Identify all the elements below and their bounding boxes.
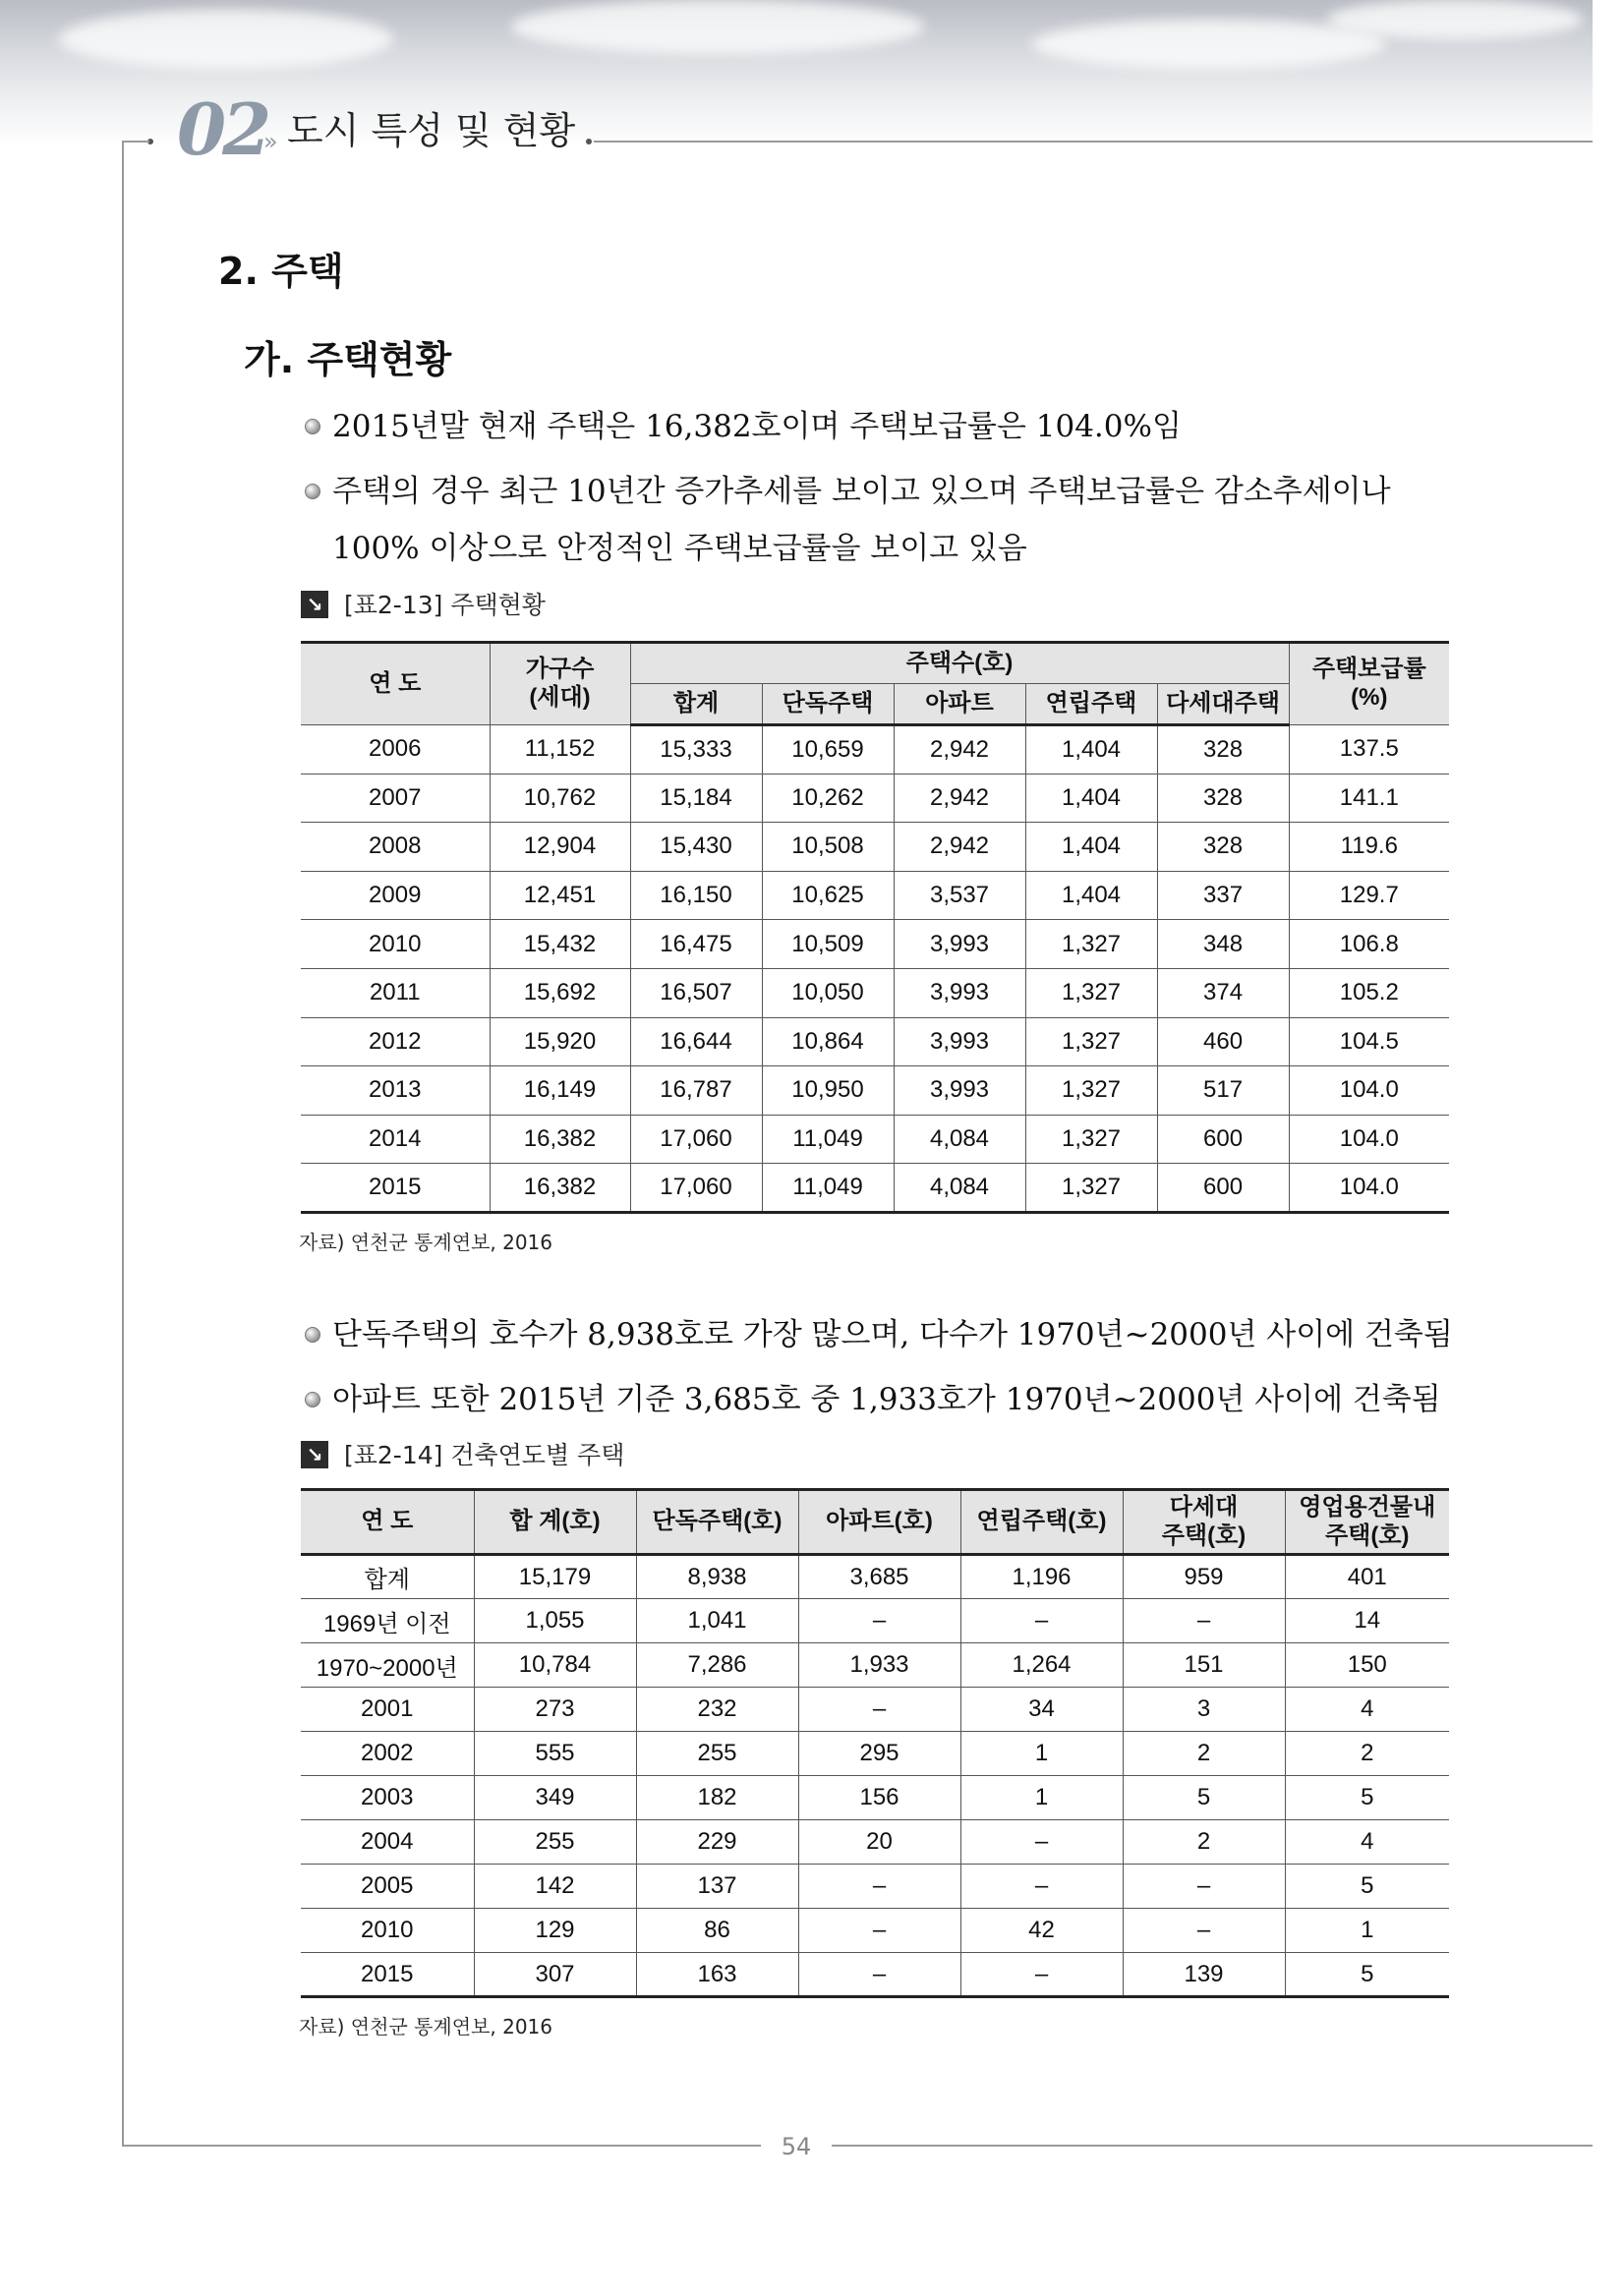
header-dot-right	[586, 139, 592, 144]
table-cell: –	[960, 1953, 1123, 1997]
table-row	[301, 1555, 1449, 1599]
footer-rule-left	[122, 2145, 761, 2147]
table-cell: 2005	[301, 1865, 474, 1909]
table-cell: 2011	[301, 968, 490, 1017]
header-supply-rate: 주택보급률 (%)	[1289, 643, 1449, 725]
table-cell: 3,993	[894, 1066, 1025, 1116]
table-cell: 34	[960, 1688, 1123, 1732]
table-cell: 374	[1157, 968, 1289, 1017]
table-cell: 10,625	[762, 871, 894, 920]
table-cell: 150	[1285, 1643, 1449, 1688]
page-number: 54	[781, 2133, 812, 2160]
table-cell: 5	[1285, 1953, 1449, 1997]
table-cell: 3,993	[894, 920, 1025, 969]
table-header-cell: 합 계(호)	[474, 1490, 636, 1555]
table-cell: 3,685	[798, 1555, 960, 1599]
table-cell: 137.5	[1289, 725, 1449, 775]
table-cell: 3	[1123, 1688, 1285, 1732]
table-cell: 1,404	[1025, 725, 1157, 775]
table2-source: 자료) 연천군 통계연보, 2016	[299, 2015, 553, 2038]
table-cell: 10,762	[490, 774, 630, 823]
table-row	[301, 1643, 1449, 1688]
table-cell: 163	[636, 1953, 798, 1997]
table-cell: 15,333	[630, 725, 762, 775]
table-cell: 142	[474, 1865, 636, 1909]
table-cell: 2,942	[894, 725, 1025, 775]
table-row	[301, 920, 1449, 969]
table-cell: 16,382	[490, 1115, 630, 1164]
table-row	[301, 1688, 1449, 1732]
table-row	[301, 1164, 1449, 1213]
table-cell: 1,327	[1025, 920, 1157, 969]
header-detached: 단독주택	[762, 684, 894, 725]
table-row	[301, 774, 1449, 823]
table-cell: 1,196	[960, 1555, 1123, 1599]
table-cell: 182	[636, 1776, 798, 1820]
bullet-text: 단독주택의 호수가 8,938호로 가장 많으며, 다수가 1970년~2000년 사이에 건축됨	[332, 1317, 1453, 1352]
table-cell: 555	[474, 1732, 636, 1776]
bullet-icon	[305, 419, 320, 434]
table-cell: 16,382	[490, 1164, 630, 1213]
frame-left-rule	[122, 141, 124, 2145]
table-row	[301, 968, 1449, 1017]
table-cell: 10,864	[762, 1017, 894, 1066]
table-cell: 2010	[301, 1909, 474, 1953]
table-cell: 4	[1285, 1688, 1449, 1732]
table-cell: 2	[1123, 1732, 1285, 1776]
table-cell: 151	[1123, 1643, 1285, 1688]
table-cell: 20	[798, 1820, 960, 1865]
table-cell: 106.8	[1289, 920, 1449, 969]
table-cell: –	[798, 1909, 960, 1953]
table-cell: 16,149	[490, 1066, 630, 1116]
table-row	[301, 823, 1449, 872]
table-cell: 2002	[301, 1732, 474, 1776]
table-cell: 10,508	[762, 823, 894, 872]
subsection-title: 가. 주택현황	[244, 338, 452, 381]
table-cell: –	[798, 1953, 960, 1997]
table-cell: 42	[960, 1909, 1123, 1953]
table-cell: –	[960, 1599, 1123, 1643]
table-cell: 328	[1157, 774, 1289, 823]
bullet-text: 2015년말 현재 주택은 16,382호이며 주택보급률은 104.0%임	[332, 409, 1182, 444]
table-cell: 2013	[301, 1066, 490, 1116]
table-cell: 2008	[301, 823, 490, 872]
table-row	[301, 1953, 1449, 1997]
table-cell: 11,152	[490, 725, 630, 775]
bullet-icon	[305, 1392, 320, 1407]
table-cell: 2	[1285, 1732, 1449, 1776]
table-cell: 2001	[301, 1688, 474, 1732]
table1-source: 자료) 연천군 통계연보, 2016	[299, 1231, 553, 1254]
table-cell: 16,150	[630, 871, 762, 920]
table-header-cell: 연립주택(호)	[960, 1490, 1123, 1555]
table-cell: 104.0	[1289, 1115, 1449, 1164]
header-rule-left	[122, 141, 149, 143]
table-cell: –	[798, 1688, 960, 1732]
table-cell: 2009	[301, 871, 490, 920]
table-cell: 139	[1123, 1953, 1285, 1997]
table-cell: 232	[636, 1688, 798, 1732]
table-cell: 10,050	[762, 968, 894, 1017]
table-cell: 10,950	[762, 1066, 894, 1116]
table-cell: 2003	[301, 1776, 474, 1820]
table-cell: 10,784	[474, 1643, 636, 1688]
header-multi-household: 다세대주택	[1157, 684, 1289, 725]
bullet-text-continuation: 100% 이상으로 안정적인 주택보급률을 보이고 있음	[332, 531, 1027, 566]
table-row	[301, 1017, 1449, 1066]
table-cell: 1,404	[1025, 774, 1157, 823]
bullet-icon	[305, 484, 320, 499]
table-cell: 1,264	[960, 1643, 1123, 1688]
table-cell: 1,404	[1025, 871, 1157, 920]
caption-arrow-icon: ↘	[301, 591, 328, 618]
table-cell: 129.7	[1289, 871, 1449, 920]
table-cell: –	[798, 1865, 960, 1909]
table-cell: 1970~2000년	[301, 1643, 474, 1688]
table-cell: 1	[960, 1732, 1123, 1776]
table-cell: 959	[1123, 1555, 1285, 1599]
housing-by-construction-year-table	[301, 1488, 1449, 1998]
chapter-title: 도시 특성 및 현황	[287, 109, 576, 152]
header-houses: 주택수(호)	[630, 643, 1289, 684]
table-cell: 15,430	[630, 823, 762, 872]
table-cell: 11,049	[762, 1115, 894, 1164]
table-cell: 307	[474, 1953, 636, 1997]
table-row	[301, 1820, 1449, 1865]
table-cell: 1,327	[1025, 1164, 1157, 1213]
table-cell: 5	[1285, 1776, 1449, 1820]
table-cell: 229	[636, 1820, 798, 1865]
table-cell: 2012	[301, 1017, 490, 1066]
table-row	[301, 725, 1449, 775]
table-cell: 15,692	[490, 968, 630, 1017]
table-cell: 12,451	[490, 871, 630, 920]
table-cell: 2010	[301, 920, 490, 969]
table-cell: 15,432	[490, 920, 630, 969]
table-cell: 349	[474, 1776, 636, 1820]
table-cell: 8,938	[636, 1555, 798, 1599]
table-cell: 1,055	[474, 1599, 636, 1643]
caption-arrow-icon: ↘	[301, 1441, 328, 1468]
table-cell: 105.2	[1289, 968, 1449, 1017]
table-row	[301, 1776, 1449, 1820]
table-header-cell: 영업용건물내 주택(호)	[1285, 1490, 1449, 1555]
table-cell: 156	[798, 1776, 960, 1820]
table-cell: 255	[474, 1820, 636, 1865]
table1-caption: [표2-13] 주택현황	[344, 591, 546, 619]
table-cell: 517	[1157, 1066, 1289, 1116]
header-row-house: 연립주택	[1025, 684, 1157, 725]
table-cell: 1,327	[1025, 1066, 1157, 1116]
table-cell: 119.6	[1289, 823, 1449, 872]
table-cell: 1	[960, 1776, 1123, 1820]
table-cell: 1	[1285, 1909, 1449, 1953]
chapter-number: 02	[177, 87, 268, 171]
table-cell: 2007	[301, 774, 490, 823]
table2-caption: [표2-14] 건축연도별 주택	[344, 1441, 625, 1469]
table-cell: 600	[1157, 1164, 1289, 1213]
table-row	[301, 1909, 1449, 1953]
table-row	[301, 1732, 1449, 1776]
table-row	[301, 1865, 1449, 1909]
table-row	[301, 871, 1449, 920]
table-cell: –	[960, 1820, 1123, 1865]
bullet-text: 주택의 경우 최근 10년간 증가추세를 보이고 있으며 주택보급률은 감소추세이나	[332, 474, 1391, 509]
table-cell: 141.1	[1289, 774, 1449, 823]
table-cell: 328	[1157, 725, 1289, 775]
table-cell: 1,327	[1025, 968, 1157, 1017]
table-cell: 348	[1157, 920, 1289, 969]
table-cell: 255	[636, 1732, 798, 1776]
table-cell: 16,644	[630, 1017, 762, 1066]
table-cell: 10,659	[762, 725, 894, 775]
table-cell: 337	[1157, 871, 1289, 920]
table-cell: 600	[1157, 1115, 1289, 1164]
table-cell: 1,327	[1025, 1017, 1157, 1066]
table-cell: 5	[1123, 1776, 1285, 1820]
table-cell: –	[1123, 1599, 1285, 1643]
table-cell: 합계	[301, 1555, 474, 1599]
header-rule-right	[594, 141, 1593, 143]
table-cell: 86	[636, 1909, 798, 1953]
table-row	[301, 1066, 1449, 1116]
bullet-text: 아파트 또한 2015년 기준 3,685호 중 1,933호가 1970년~2000년 사이에 건축됨	[332, 1382, 1441, 1417]
chapter-mark: »	[263, 128, 278, 155]
table-cell: 11,049	[762, 1164, 894, 1213]
table-cell: 2015	[301, 1164, 490, 1213]
table-cell: 2006	[301, 725, 490, 775]
table-cell: 15,920	[490, 1017, 630, 1066]
table-cell: 1,327	[1025, 1115, 1157, 1164]
table-cell: 129	[474, 1909, 636, 1953]
table-cell: 2,942	[894, 823, 1025, 872]
table-cell: 1,041	[636, 1599, 798, 1643]
table-cell: –	[1123, 1865, 1285, 1909]
table-cell: 273	[474, 1688, 636, 1732]
table-cell: 104.0	[1289, 1066, 1449, 1116]
table-cell: 3,537	[894, 871, 1025, 920]
table-cell: 16,787	[630, 1066, 762, 1116]
table-cell: 15,179	[474, 1555, 636, 1599]
section-title: 2. 주택	[218, 250, 344, 293]
header-total: 합계	[630, 684, 762, 725]
table-cell: 2015	[301, 1953, 474, 1997]
table-cell: 10,509	[762, 920, 894, 969]
table-cell: 5	[1285, 1865, 1449, 1909]
table-cell: 1,404	[1025, 823, 1157, 872]
table-header-cell: 다세대 주택(호)	[1123, 1490, 1285, 1555]
table-cell: –	[960, 1865, 1123, 1909]
table-header-cell: 단독주택(호)	[636, 1490, 798, 1555]
table-cell: 2	[1123, 1820, 1285, 1865]
table-cell: 104.5	[1289, 1017, 1449, 1066]
header-households: 가구수 (세대)	[490, 643, 630, 725]
table-cell: 104.0	[1289, 1164, 1449, 1213]
table-row	[301, 1599, 1449, 1643]
table-cell: 16,475	[630, 920, 762, 969]
table-cell: 14	[1285, 1599, 1449, 1643]
table-cell: 460	[1157, 1017, 1289, 1066]
table-cell: 4,084	[894, 1115, 1025, 1164]
table-cell: 17,060	[630, 1115, 762, 1164]
table-cell: 3,993	[894, 968, 1025, 1017]
table-cell: 17,060	[630, 1164, 762, 1213]
table-header-cell: 아파트(호)	[798, 1490, 960, 1555]
table-cell: –	[1123, 1909, 1285, 1953]
table-cell: 1,933	[798, 1643, 960, 1688]
table-cell: 4	[1285, 1820, 1449, 1865]
table-cell: 7,286	[636, 1643, 798, 1688]
table-cell: 15,184	[630, 774, 762, 823]
bullet-icon	[305, 1327, 320, 1343]
footer-rule-right	[832, 2145, 1593, 2147]
table-cell: 328	[1157, 823, 1289, 872]
table-cell: 295	[798, 1732, 960, 1776]
table-row	[301, 1115, 1449, 1164]
table-cell: 137	[636, 1865, 798, 1909]
table-cell: 2014	[301, 1115, 490, 1164]
table-cell: –	[798, 1599, 960, 1643]
table-cell: 2,942	[894, 774, 1025, 823]
housing-status-table	[301, 641, 1449, 1214]
table-cell: 2004	[301, 1820, 474, 1865]
table-cell: 16,507	[630, 968, 762, 1017]
table-cell: 10,262	[762, 774, 894, 823]
header-apartment: 아파트	[894, 684, 1025, 725]
table-cell: 401	[1285, 1555, 1449, 1599]
table-cell: 12,904	[490, 823, 630, 872]
table-cell: 1969년 이전	[301, 1599, 474, 1643]
table-header-cell: 연 도	[301, 1490, 474, 1555]
table-cell: 3,993	[894, 1017, 1025, 1066]
header-year: 연 도	[301, 643, 490, 725]
table-cell: 4,084	[894, 1164, 1025, 1213]
